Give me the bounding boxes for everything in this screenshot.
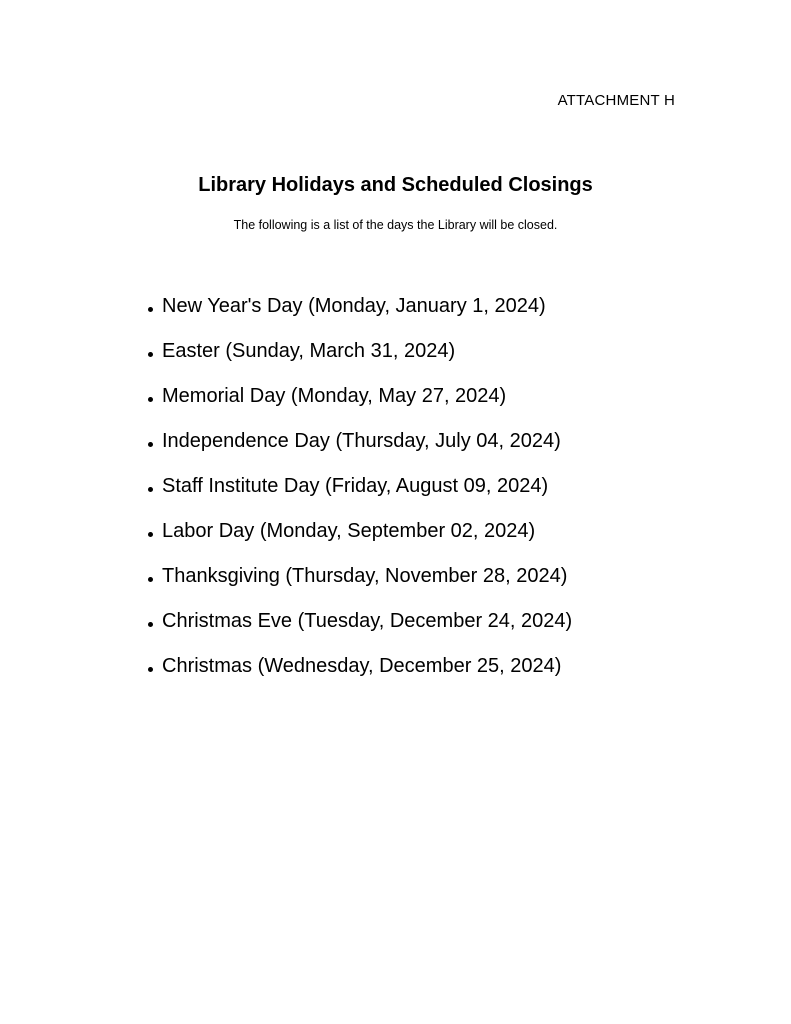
holiday-item [148,329,572,374]
holiday-item [148,464,572,509]
holiday-item [148,509,572,554]
page-subtitle: The following is a list of the days the Library will be closed. [233,218,558,232]
bullet-icon [148,442,153,447]
holiday-text: Thanksgiving (Thursday, November 28, 2024) [162,565,568,587]
bullet-icon [148,667,153,672]
bullet-icon [148,397,153,402]
bullet-icon [148,352,153,357]
holiday-text: Christmas (Wednesday, December 25, 2024) [162,655,562,677]
holiday-text: Memorial Day (Monday, May 27, 2024) [162,385,507,407]
holiday-text: Labor Day (Monday, September 02, 2024) [162,520,536,542]
holiday-item [148,644,572,689]
bullet-icon [148,307,153,312]
holiday-text: New Year's Day (Monday, January 1, 2024) [162,295,546,317]
bullet-icon [148,577,153,582]
bullet-icon [148,532,153,537]
holiday-item [148,599,572,644]
holiday-text: Staff Institute Day (Friday, August 09, 2024) [162,475,549,497]
holiday-text: Easter (Sunday, March 31, 2024) [162,340,456,362]
holiday-item [148,284,572,329]
attachment-label: ATTACHMENT H [557,92,675,109]
bullet-icon [148,622,153,627]
bullet-icon [148,487,153,492]
holiday-list [148,284,572,689]
holiday-item [148,419,572,464]
holiday-text: Independence Day (Thursday, July 04, 2024) [162,430,561,452]
holiday-item [148,554,572,599]
holiday-text: Christmas Eve (Tuesday, December 24, 2024) [162,610,573,632]
page-title: Library Holidays and Scheduled Closings [198,174,593,196]
holiday-item [148,374,572,419]
